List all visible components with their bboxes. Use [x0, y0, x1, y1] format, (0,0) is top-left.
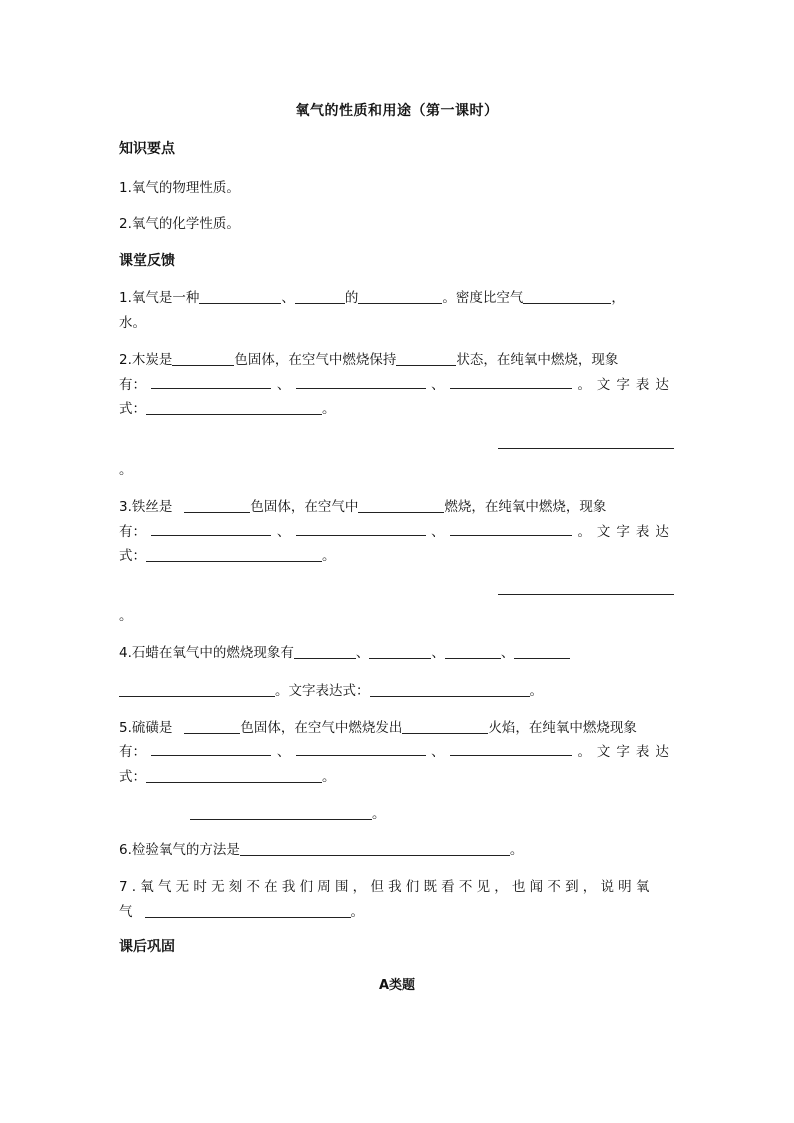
q2-blank-1[interactable] [172, 351, 234, 366]
q4-text-b: 、 [355, 645, 370, 661]
q3-text-c: 燃烧，在纯氧中燃烧，现象 [444, 499, 607, 515]
q5-blank-5[interactable] [450, 741, 572, 756]
q3-text-f: 、 [431, 524, 445, 540]
q2-text-j: 。 [119, 462, 133, 478]
q3-text-h: 式： [119, 548, 146, 564]
q2-text-e: 、 [276, 377, 291, 393]
q4-blank-5[interactable] [119, 682, 275, 697]
question-4-line-2 [119, 679, 543, 699]
q4-text-c: 、 [431, 645, 445, 661]
q5-text-d: 有： [119, 744, 146, 760]
q4-text-e: 。文字表达式： [275, 683, 370, 699]
page-title: 氧气的性质和用途（第一课时） [295, 103, 499, 119]
question-2-line-3 [119, 397, 336, 417]
q3-blank-1[interactable] [184, 498, 250, 513]
knowledge-item-1: 1.氧气的物理性质。 [119, 180, 240, 196]
q3-text-a: 3.铁丝是 [119, 499, 173, 515]
q1-blank-3[interactable] [358, 289, 442, 304]
q5-text-b: 色固体，在空气中燃烧发出 [240, 720, 403, 736]
q5-text-i: 。 [322, 769, 336, 785]
q7-text-a: 7.氧气无时无刻不在我们周围，但我们既看不见，也闻不到，说明氧 [119, 879, 654, 895]
q3-text-b: 色固体，在空气中 [250, 499, 359, 515]
q2-text-c: 状态，在纯氧中燃烧，现象 [456, 352, 619, 368]
q1-blank-2[interactable] [295, 289, 345, 304]
q1-text-d: 。密度比空气 [442, 290, 524, 306]
q5-text-e: 、 [276, 744, 291, 760]
q4-text-a: 4.石蜡在氧气中的燃烧现象有 [119, 645, 294, 661]
q3-text-g: 。文字表达 [577, 524, 675, 540]
q3-blank-3[interactable] [151, 521, 271, 536]
q2-blank-5[interactable] [450, 374, 572, 389]
q2-blank-7[interactable] [498, 434, 674, 449]
q1-text-c: 的 [344, 290, 359, 306]
q6-text-a: 6.检验氧气的方法是 [119, 842, 240, 858]
q5-text-c: 火焰，在纯氧中燃烧现象 [488, 720, 637, 736]
q1-text-a: 1.氧气是一种 [119, 290, 200, 306]
question-3-line-3 [119, 544, 336, 564]
q2-text-a: 2.木炭是 [119, 352, 173, 368]
q5-blank-4[interactable] [296, 741, 426, 756]
question-5-line-4 [190, 802, 386, 822]
q5-text-j: 。 [372, 806, 386, 822]
q4-blank-1[interactable] [294, 644, 356, 659]
q4-text-f: 。 [529, 683, 543, 699]
q4-text-d: 、 [500, 645, 515, 661]
q5-text-g: 。文字表达 [577, 744, 675, 760]
q3-text-j: 。 [119, 608, 133, 624]
q7-text-b: 气 [119, 904, 133, 920]
q6-blank-1[interactable] [240, 841, 510, 856]
q5-text-a: 5.硫磺是 [119, 720, 173, 736]
question-2-line-1 [119, 348, 675, 368]
q5-blank-1[interactable] [184, 719, 240, 734]
question-5-line-2 [119, 740, 675, 760]
q3-text-e: 、 [276, 524, 291, 540]
question-3-line-2 [119, 520, 675, 540]
q1-blank-4[interactable] [523, 289, 611, 304]
q1-text-f: 水。 [119, 315, 146, 331]
section-heading-consolidation: 课后巩固 [119, 939, 175, 955]
question-3-line-1 [119, 495, 675, 515]
question-1-line-1 [119, 286, 625, 306]
q2-blank-3[interactable] [151, 374, 271, 389]
q3-blank-2[interactable] [358, 498, 444, 513]
q5-blank-2[interactable] [402, 719, 488, 734]
section-heading-knowledge: 知识要点 [119, 141, 175, 157]
q5-blank-3[interactable] [151, 741, 271, 756]
section-heading-feedback: 课堂反馈 [119, 253, 175, 269]
q5-text-h: 式： [119, 769, 146, 785]
question-5-line-3 [119, 765, 336, 785]
q3-blank-6[interactable] [146, 547, 322, 562]
q3-blank-4[interactable] [296, 521, 426, 536]
question-7-line-2 [119, 900, 364, 920]
question-6 [119, 838, 523, 858]
question-2-line-2 [119, 373, 675, 393]
q2-text-g: 。文字表达 [577, 377, 675, 393]
q4-blank-6[interactable] [370, 682, 530, 697]
q6-text-b: 。 [509, 842, 524, 858]
q2-text-f: 、 [431, 377, 445, 393]
q3-blank-5[interactable] [450, 521, 572, 536]
q2-text-d: 有： [119, 377, 146, 393]
q5-text-f: 、 [431, 744, 445, 760]
question-4-line-1 [119, 641, 570, 661]
q7-blank-1[interactable] [145, 903, 351, 918]
q7-text-c: 。 [350, 904, 364, 920]
q3-blank-7[interactable] [498, 580, 674, 595]
q5-blank-6[interactable] [146, 768, 322, 783]
q2-blank-2[interactable] [396, 351, 456, 366]
q2-blank-6[interactable] [146, 400, 322, 415]
q2-text-i: 。 [322, 401, 336, 417]
q4-blank-3[interactable] [445, 644, 501, 659]
q2-blank-4[interactable] [296, 374, 426, 389]
q1-blank-1[interactable] [199, 289, 281, 304]
question-5-line-1 [119, 716, 675, 736]
q2-text-b: 色固体，在空气中燃烧保持 [234, 352, 397, 368]
q4-blank-2[interactable] [369, 644, 431, 659]
q4-blank-4[interactable] [514, 644, 570, 659]
q1-text-b: 、 [281, 290, 295, 306]
q3-text-d: 有： [119, 524, 146, 540]
q5-blank-7[interactable] [190, 805, 372, 820]
q2-text-h: 式： [119, 401, 146, 417]
subsection-heading-a: A类题 [378, 978, 416, 993]
q1-text-e: ， [611, 290, 625, 306]
q3-text-i: 。 [322, 548, 336, 564]
knowledge-item-2: 2.氧气的化学性质。 [119, 216, 240, 232]
